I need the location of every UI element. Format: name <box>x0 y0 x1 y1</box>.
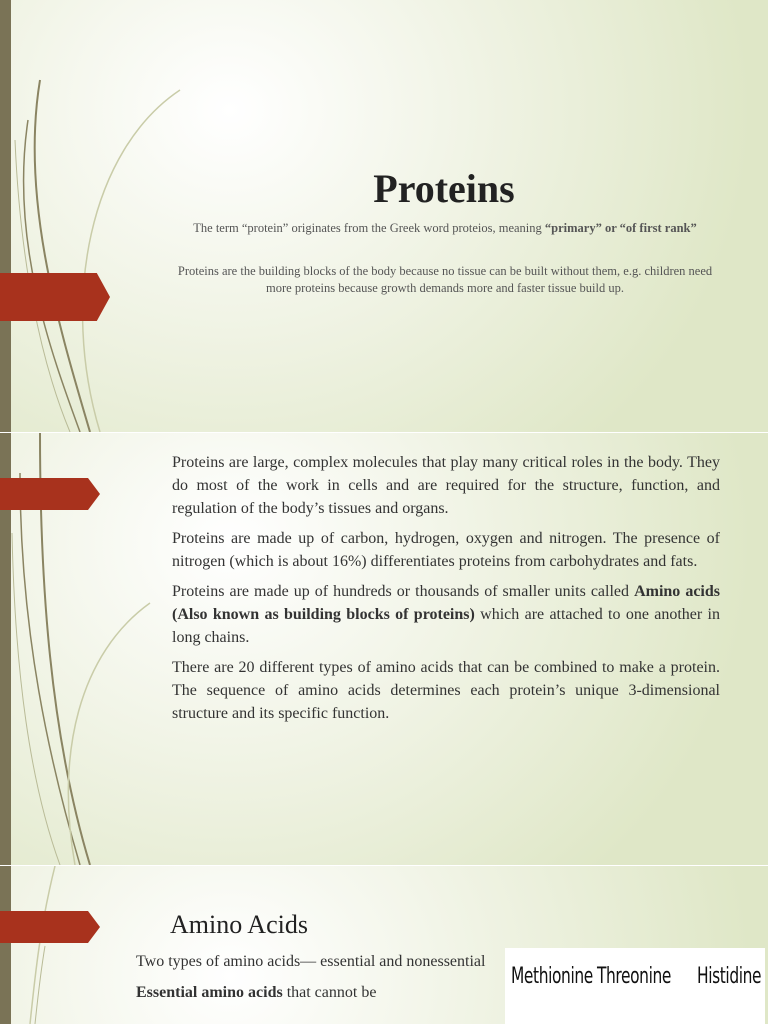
bullet-text: Proteins are large, complex molecules that play many critical roles in the body. They do most of the work in cells and are required for the structure, function, and regulation of the body’s tissues and organs. <box>172 454 720 517</box>
left-accent-bar <box>0 866 11 1024</box>
bullet-bold-text: Amino acids (Also known as building blocks of proteins) <box>172 583 720 623</box>
bullet-text: There are 20 different types of amino acids that can be combined to make a protein. The sequence of amino acids determines each protein’s unique 3-dimensional structure and its specific function. <box>172 659 720 722</box>
red-arrow-marker <box>0 273 110 321</box>
decorative-swirl <box>0 0 200 432</box>
bullet-list <box>150 451 720 732</box>
bullet-text: Two types of amino acids— essential and nonessential <box>136 953 486 970</box>
list-item <box>116 950 501 973</box>
left-accent-bar <box>0 0 11 432</box>
section-heading: Amino Acids <box>170 910 308 939</box>
bullet-text: which are attached to one another in long chains. <box>172 606 720 646</box>
origin-text: The term “protein” originates from the Greek word proteios, meaning <box>193 221 545 235</box>
amino-acid-name: Histidine <box>697 964 762 989</box>
slide-title: Proteins <box>373 166 515 211</box>
red-arrow-marker <box>0 911 100 943</box>
list-item <box>150 527 720 573</box>
building-paragraph: Proteins are the building blocks of the body because no tissue can be built without them, e.g. children need more proteins because growth demands more and faster tissue build up. <box>177 264 713 295</box>
bullet-text: Proteins are made up of hundreds or thousands of smaller units called <box>172 583 635 600</box>
list-item <box>116 981 501 1004</box>
amino-acid-name: Threonine <box>597 964 671 989</box>
red-arrow-marker <box>0 478 100 510</box>
bullet-text: Proteins are made up of carbon, hydrogen, oxygen and nitrogen. The presence of nitrogen (which is about 16%) differentiates proteins from carbohydrates and fats. <box>172 530 720 570</box>
bullet-bold-text: Essential amino acids <box>136 984 283 1001</box>
origin-paragraph <box>165 220 725 237</box>
amino-acid-name: Methionine <box>511 964 593 989</box>
list-item <box>150 580 720 649</box>
slide-2 <box>0 433 768 865</box>
bullet-text: that cannot be <box>282 984 377 1001</box>
origin-bold: “primary” or “of first rank” <box>544 221 697 235</box>
slide-1 <box>0 0 768 432</box>
amino-acid-image <box>505 948 765 1024</box>
list-item <box>150 656 720 725</box>
list-item <box>150 451 720 520</box>
bullet-list <box>116 950 501 1012</box>
slide-3 <box>0 866 768 1024</box>
